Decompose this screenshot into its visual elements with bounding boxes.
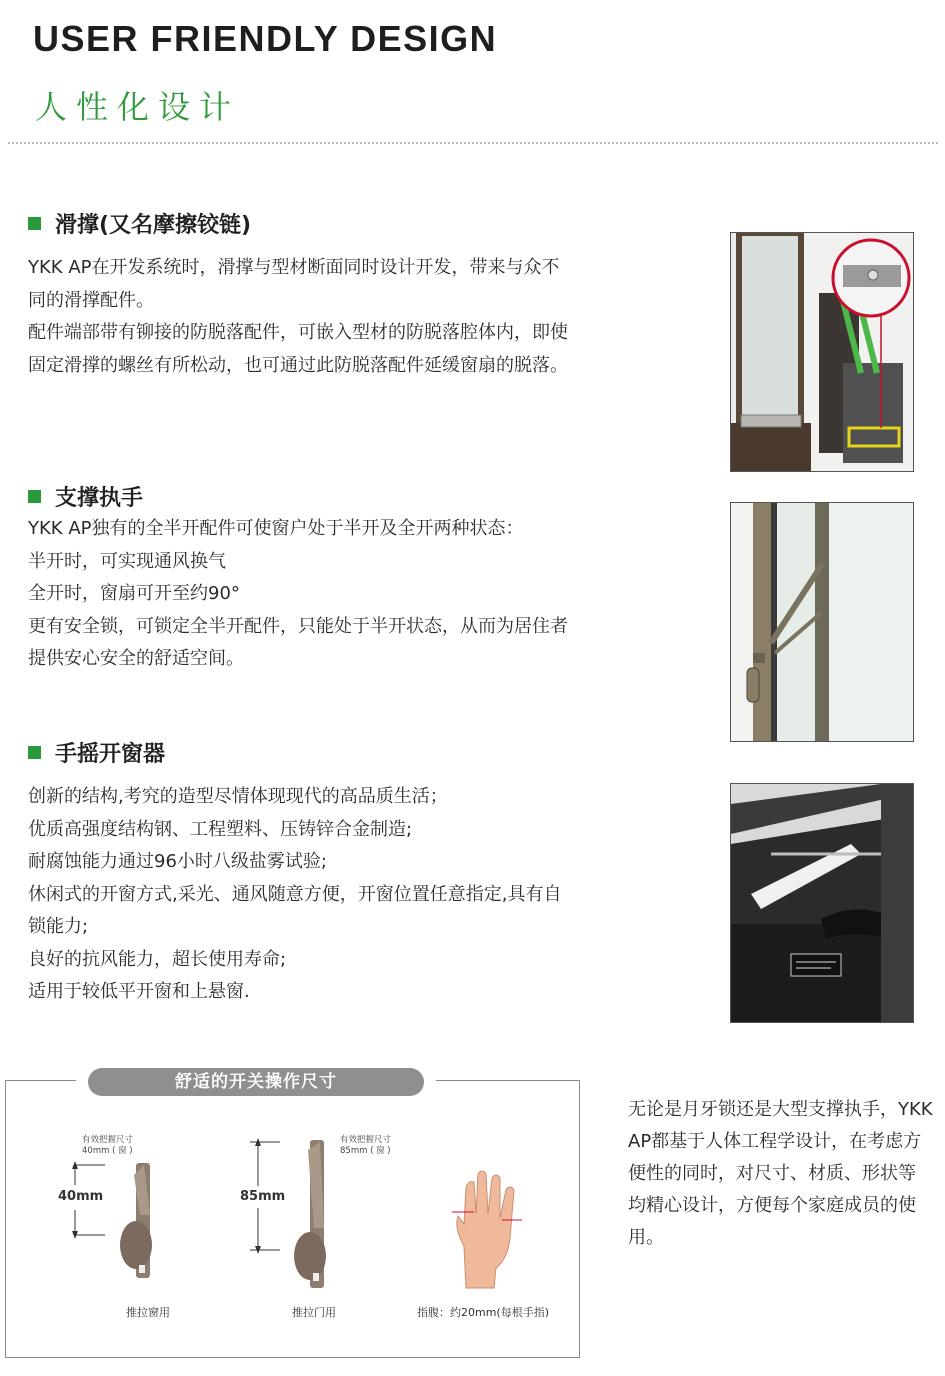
green-square-bullet-icon	[28, 746, 41, 759]
section-friction-stay-heading	[28, 208, 251, 239]
window-handle-dimension: 40mm	[58, 1189, 104, 1204]
section-friction-stay-text	[28, 252, 573, 382]
window-handle-note	[82, 1135, 133, 1157]
paragraph: 耐腐蚀能力通过96小时八级盐雾试验;	[28, 851, 327, 872]
paragraph: 半开时，可实现通风换气	[28, 550, 226, 572]
section-crank-opener-text	[28, 781, 573, 1009]
paragraph: 配件端部带有铆接的防脱落配件，可嵌入型材的防脱落腔体内，即使固定滑撑的螺丝有所松动，也可通过此防脱落配件延缓窗扇的脱落。	[28, 322, 568, 376]
paragraph: 优质高强度结构钢、工程塑料、压铸锌合金制造;	[28, 818, 413, 840]
friction-stay-photo	[730, 232, 914, 472]
paragraph: YKK AP在开发系统时，滑撑与型材断面同时设计开发，带来与众不同的滑撑配件。	[28, 257, 560, 311]
section-crank-opener-heading	[28, 737, 165, 768]
page-title-zh: 人性化设计	[35, 88, 241, 126]
green-square-bullet-icon	[28, 490, 41, 503]
door-handle-caption: 推拉门用	[292, 1306, 336, 1319]
note-line: 有效把握尺寸	[340, 1135, 392, 1145]
window-handle-caption: 推拉窗用	[126, 1306, 170, 1319]
paragraph: 适用于较低平开窗和上悬窗.	[28, 981, 250, 1002]
note-line: 85mm ( 窗 )	[340, 1146, 391, 1156]
paragraph: YKK AP独有的全半开配件可使窗户处于半开及全开两种状态：	[28, 518, 524, 539]
window-handle-illustration	[60, 1155, 180, 1290]
note-line: 有效把握尺寸	[82, 1135, 134, 1145]
comfort-panel-title: 舒适的开关操作尺寸	[88, 1068, 424, 1096]
door-handle-illustration	[240, 1138, 350, 1293]
paragraph: 良好的抗风能力，超长使用寿命;	[28, 948, 287, 970]
ergonomics-description: 无论是月牙锁还是大型支撑执手，YKK AP都基于人体工程学设计，在考虑方便性的同时，对尺寸、材质、形状等均精心设计，方便每个家庭成员的使用。	[628, 1099, 933, 1248]
section-title: 支撑执手	[55, 486, 144, 511]
note-line: 40mm ( 窗 )	[82, 1146, 133, 1156]
door-handle-dimension: 85mm	[240, 1189, 286, 1204]
green-square-bullet-icon	[28, 217, 41, 230]
paragraph: 更有安全锁，可锁定全半开配件，只能处于半开状态，从而为居住者提供安心安全的舒适空间。	[28, 615, 568, 669]
section-support-handle-heading	[28, 481, 143, 512]
section-support-handle-text	[28, 513, 573, 676]
paragraph: 创新的结构,考究的造型尽情体现现代的高品质生活；	[28, 786, 448, 807]
crank-opener-photo	[730, 783, 914, 1023]
page-title-en: USER FRIENDLY DESIGN	[33, 18, 498, 59]
section-title: 手摇开窗器	[55, 742, 166, 767]
hand-icon	[448, 1168, 528, 1290]
dotted-divider	[8, 142, 938, 144]
paragraph: 休闲式的开窗方式,采光、通风随意方便，开窗位置任意指定,具有自锁能力;	[28, 883, 562, 937]
hand-caption: 指腹：约20mm(每根手指)	[417, 1306, 550, 1319]
section-title: 滑撑(又名摩擦铰链)	[55, 213, 252, 238]
paragraph: 全开时，窗扇可开至约90°	[28, 583, 240, 604]
support-handle-photo	[730, 502, 914, 742]
